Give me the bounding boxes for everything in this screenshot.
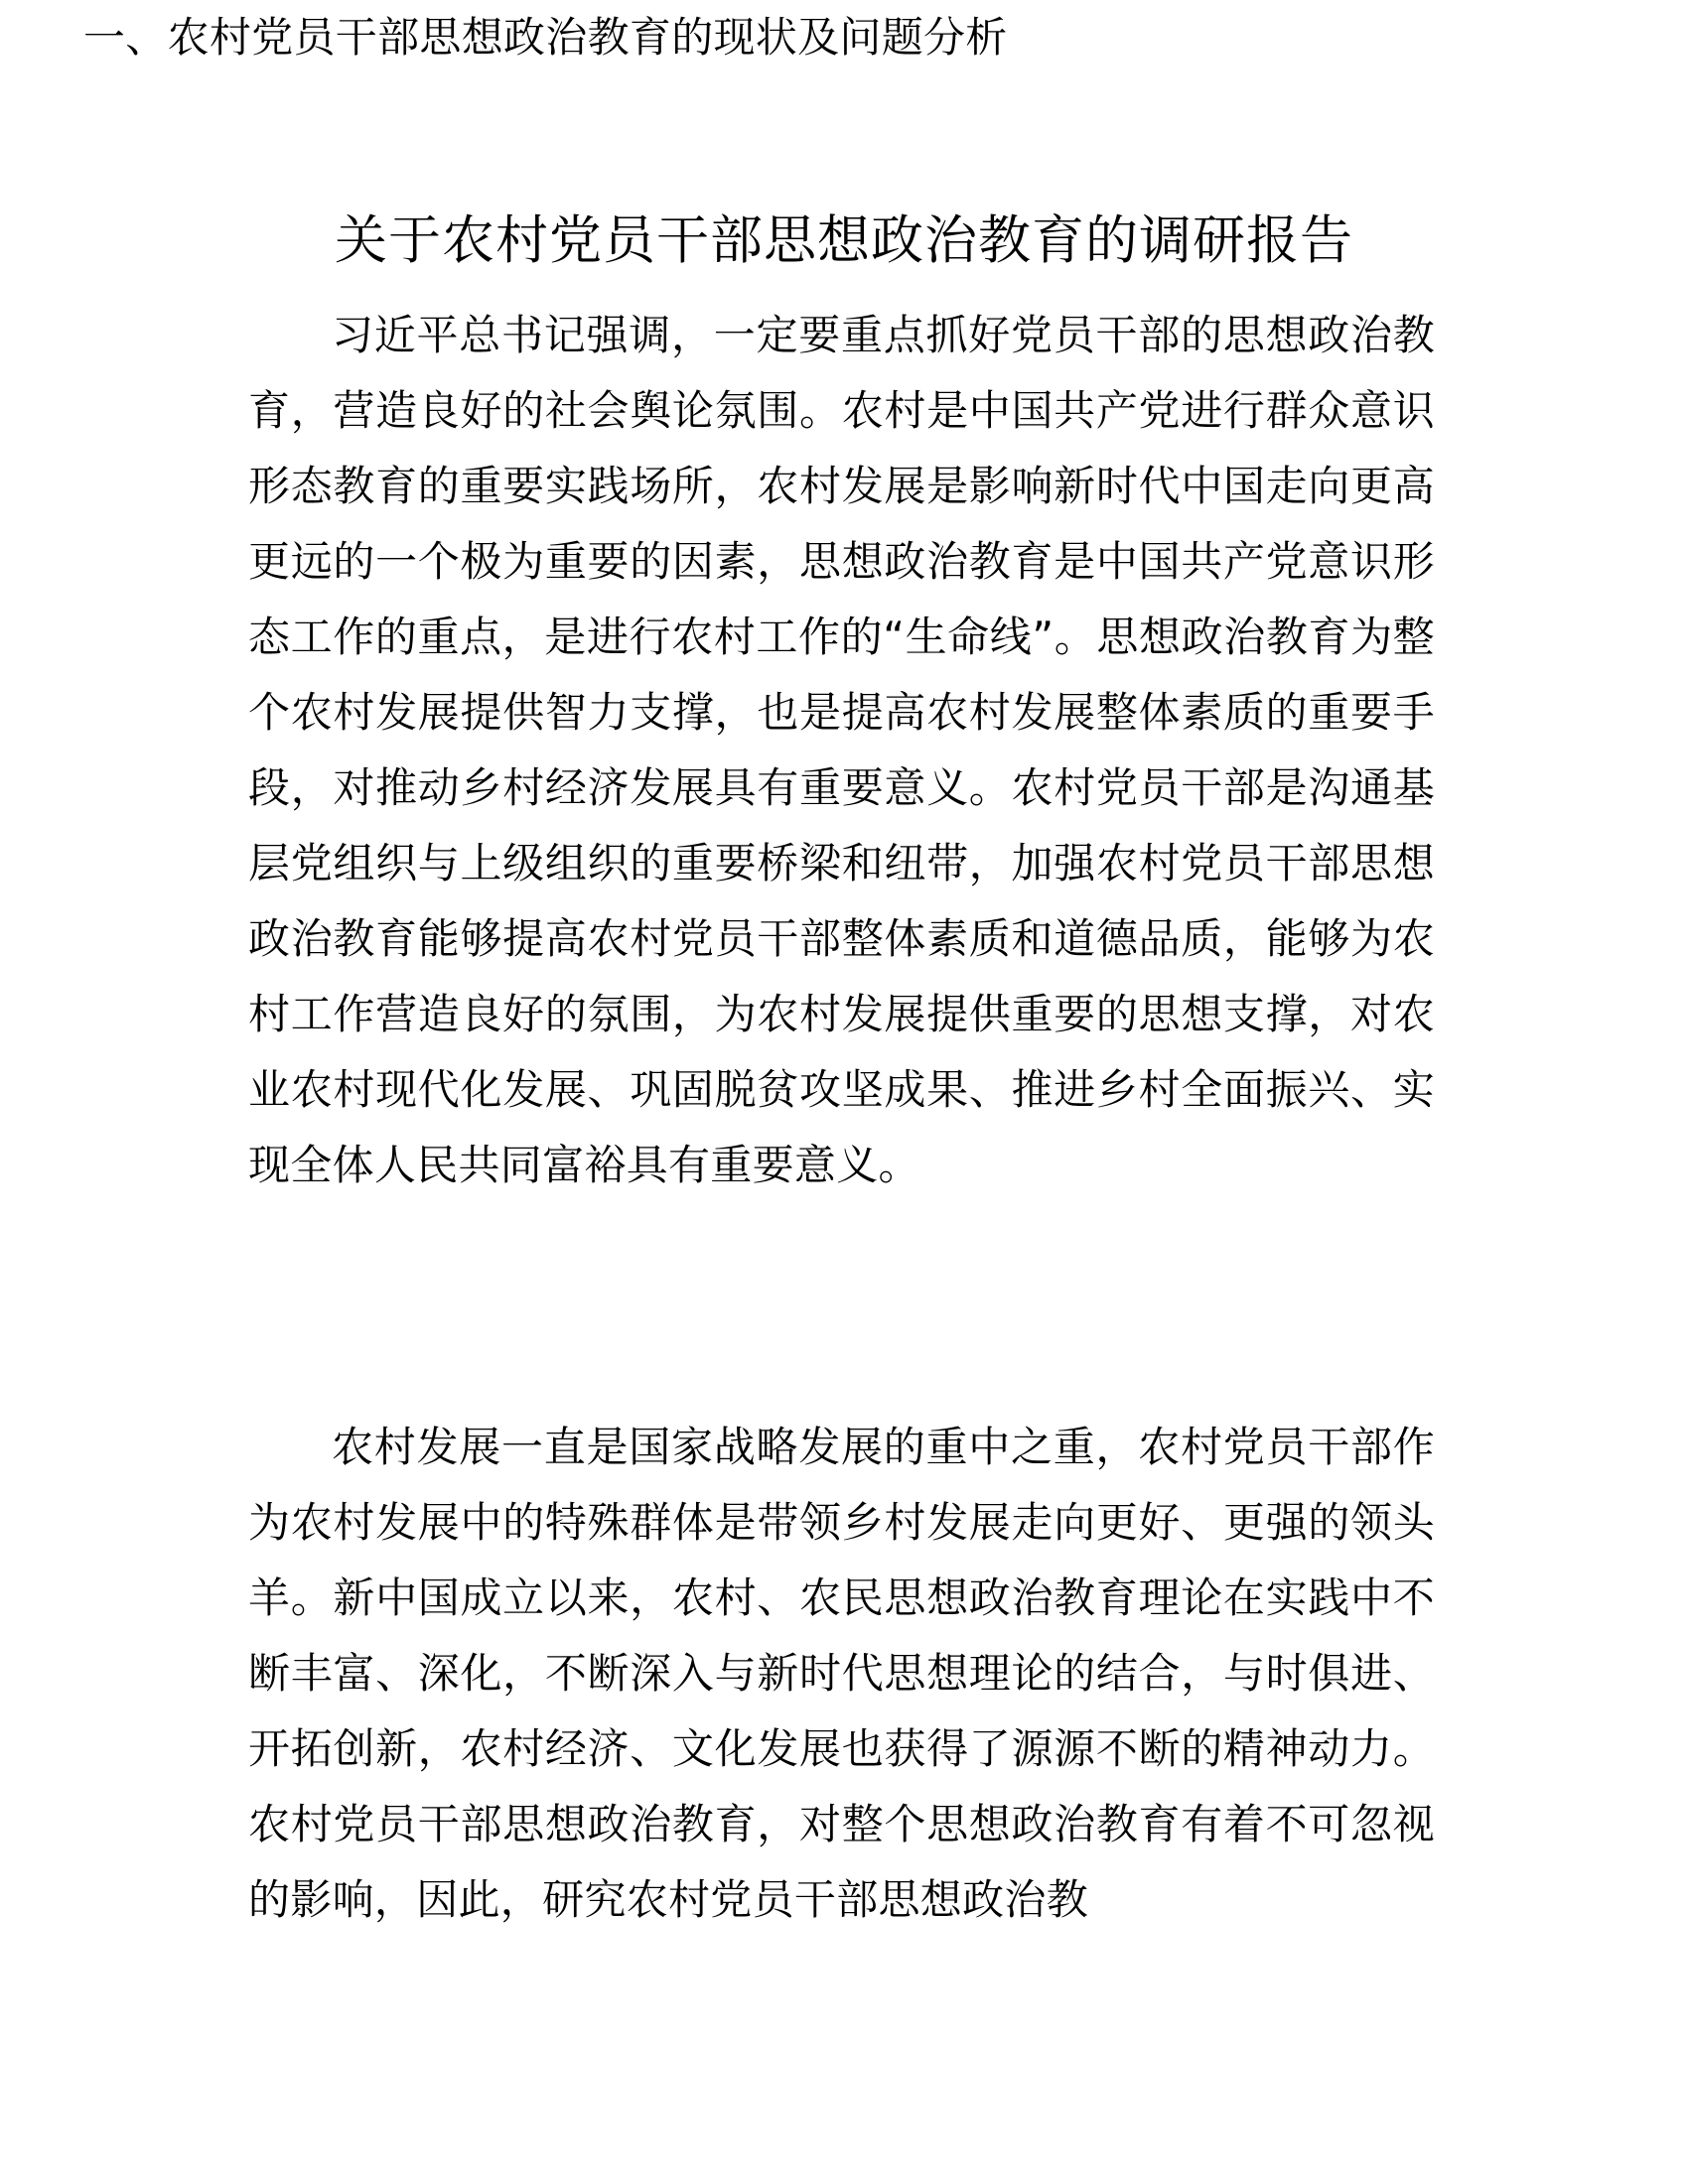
section-heading: 一、农村党员干部思想政治教育的现状及问题分析 [83, 13, 1008, 62]
section-paragraph: 农村发展一直是国家战略发展的重中之重，农村党员干部作为农村发展中的特殊群体是带领乡村发展走向更好、更强的领头羊。新中国成立以来，农村、农民思想政治教育理论在实践中不断丰富、深化，不断深入与新时代思想理论的结合，与时俱进、开拓创新，农村经济、文化发展也获得了源源不断的精神动力。农村党员干部思想政治教育，对整个思想政治教育有着不可忽视的影响，因此，研究农村党员干部思想政治教 [248, 1423, 1435, 1924]
document-title: 关于农村党员干部思想政治教育的调研报告 [335, 210, 1353, 271]
intro-paragraph: 习近平总书记强调，一定要重点抓好党员干部的思想政治教育，营造良好的社会舆论氛围。农村是中国共产党进行群众意识形态教育的重要实践场所，农村发展是影响新时代中国走向更高更远的一个极为重要的因素，思想政治教育是中国共产党意识形态工作的重点，是进行农村工作的“生命线”。思想政治教育为整个农村发展提供智力支撑，也是提高农村发展整体素质的重要手段，对推动乡村经济发展具有重要意义。农村党员干部是沟通基层党组织与上级组织的重要桥梁和纽带，加强农村党员干部思想政治教育能够提高农村党员干部整体素质和道德品质，能够为农村工作营造良好的氛围，为农村发展提供重要的思想支撑，对农业农村现代化发展、巩固脱贫攻坚成果、推进乡村全面振兴、实现全体人民共同富裕具有重要意义。 [248, 311, 1435, 1189]
